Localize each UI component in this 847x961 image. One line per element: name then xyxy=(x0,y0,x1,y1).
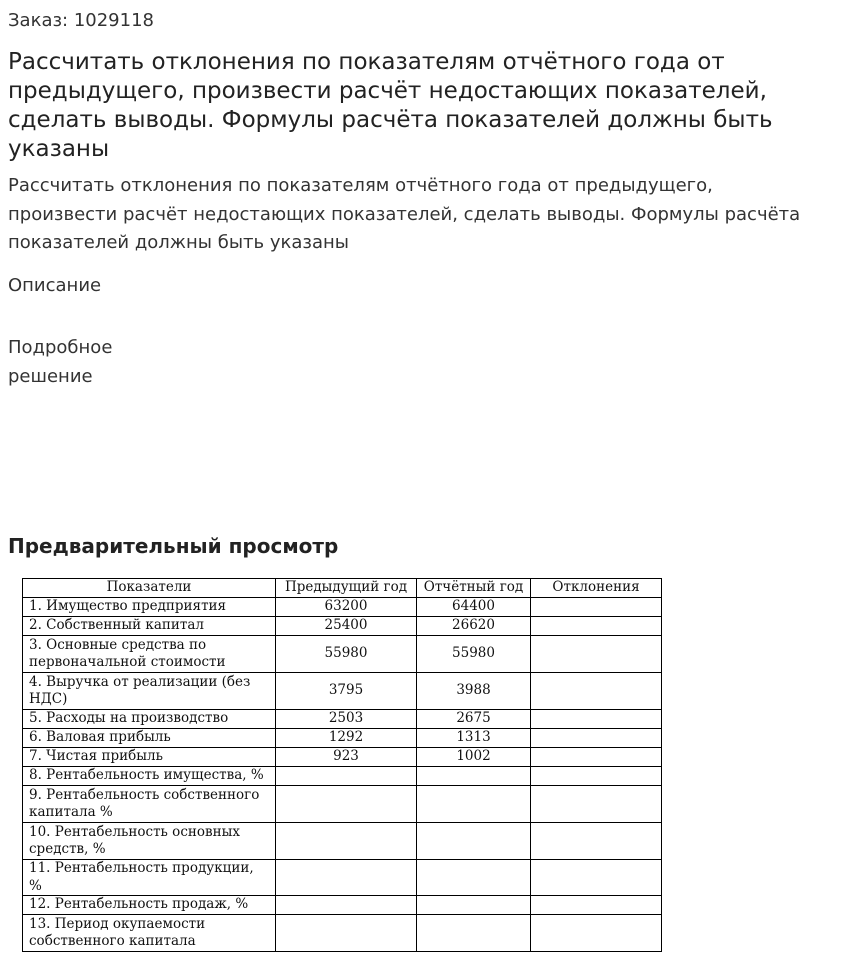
previous-year-cell: 1292 xyxy=(276,729,417,748)
indicator-name-cell: 7. Чистая прибыль xyxy=(23,748,276,767)
reporting-year-cell: 2675 xyxy=(417,710,531,729)
column-header-deviations: Отклонения xyxy=(531,579,662,598)
reporting-year-cell xyxy=(417,896,531,915)
deviation-cell xyxy=(531,673,662,710)
reporting-year-cell xyxy=(417,915,531,952)
previous-year-cell xyxy=(276,786,417,823)
deviation-cell xyxy=(531,617,662,636)
previous-year-cell xyxy=(276,860,417,896)
preview-document xyxy=(22,578,662,952)
deviation-cell xyxy=(531,729,662,748)
indicator-name-cell: 12. Рентабельность продаж, % xyxy=(23,896,276,915)
deviation-cell xyxy=(531,860,662,896)
table-row xyxy=(23,860,662,896)
deviation-cell xyxy=(531,710,662,729)
task-summary: Рассчитать отклонения по показателям отчётного года от предыдущего, произвести расчёт недостающих показателей, сделать выводы. Формулы расчёта показателей должны быть указаны xyxy=(8,175,801,253)
deviation-cell xyxy=(531,748,662,767)
indicator-name-cell: 9. Рентабельность собственного капитала % xyxy=(23,786,276,823)
previous-year-cell xyxy=(276,915,417,952)
previous-year-cell: 3795 xyxy=(276,673,417,710)
column-header-previous-year: Предыдущий год xyxy=(276,579,417,598)
page-title: Рассчитать отклонения по показателям отчётного года от предыдущего, произвести расчёт недостающих показателей, сделать выводы. Формулы расчёта показателей должны быть указаны xyxy=(8,49,773,162)
reporting-year-cell xyxy=(417,786,531,823)
table-row xyxy=(23,748,662,767)
reporting-year-cell: 26620 xyxy=(417,617,531,636)
order-number: Заказ: 1029118 xyxy=(8,10,154,31)
detailed-solution-label: Подробное решение xyxy=(8,337,113,387)
indicator-name-cell: 3. Основные средства по первоначальной стоимости xyxy=(23,636,276,673)
deviation-cell xyxy=(531,767,662,786)
previous-year-cell: 2503 xyxy=(276,710,417,729)
table-row xyxy=(23,673,662,710)
indicator-name-cell: 5. Расходы на производство xyxy=(23,710,276,729)
reporting-year-cell: 55980 xyxy=(417,636,531,673)
previous-year-cell: 25400 xyxy=(276,617,417,636)
reporting-year-cell: 64400 xyxy=(417,598,531,617)
reporting-year-cell: 3988 xyxy=(417,673,531,710)
indicators-table xyxy=(22,578,662,952)
column-header-reporting-year: Отчётный год xyxy=(417,579,531,598)
reporting-year-cell xyxy=(417,767,531,786)
indicator-name-cell: 1. Имущество предприятия xyxy=(23,598,276,617)
reporting-year-cell xyxy=(417,823,531,860)
deviation-cell xyxy=(531,915,662,952)
indicator-name-cell: 11. Рентабельность продукции, % xyxy=(23,860,276,896)
indicator-name-cell: 4. Выручка от реализации (без НДС) xyxy=(23,673,276,710)
description-label: Описание xyxy=(8,275,102,296)
deviation-cell xyxy=(531,636,662,673)
indicator-name-cell: 13. Период окупаемости собственного капитала xyxy=(23,915,276,952)
previous-year-cell xyxy=(276,767,417,786)
previous-year-cell xyxy=(276,896,417,915)
deviation-cell xyxy=(531,786,662,823)
table-row xyxy=(23,636,662,673)
table-row xyxy=(23,617,662,636)
previous-year-cell: 923 xyxy=(276,748,417,767)
deviation-cell xyxy=(531,896,662,915)
deviation-cell xyxy=(531,598,662,617)
previous-year-cell xyxy=(276,823,417,860)
table-row xyxy=(23,915,662,952)
table-row xyxy=(23,767,662,786)
indicator-name-cell: 8. Рентабельность имущества, % xyxy=(23,767,276,786)
indicator-name-cell: 2. Собственный капитал xyxy=(23,617,276,636)
table-row xyxy=(23,710,662,729)
table-header-row xyxy=(23,579,662,598)
table-row xyxy=(23,786,662,823)
reporting-year-cell: 1002 xyxy=(417,748,531,767)
column-header-indicators: Показатели xyxy=(23,579,276,598)
previous-year-cell: 55980 xyxy=(276,636,417,673)
table-row xyxy=(23,598,662,617)
indicator-name-cell: 10. Рентабельность основных средств, % xyxy=(23,823,276,860)
table-body xyxy=(23,598,662,952)
table-row xyxy=(23,896,662,915)
indicator-name-cell: 6. Валовая прибыль xyxy=(23,729,276,748)
preview-heading: Предварительный просмотр xyxy=(8,534,339,558)
table-row xyxy=(23,729,662,748)
reporting-year-cell xyxy=(417,860,531,896)
previous-year-cell: 63200 xyxy=(276,598,417,617)
table-row xyxy=(23,823,662,860)
reporting-year-cell: 1313 xyxy=(417,729,531,748)
deviation-cell xyxy=(531,823,662,860)
